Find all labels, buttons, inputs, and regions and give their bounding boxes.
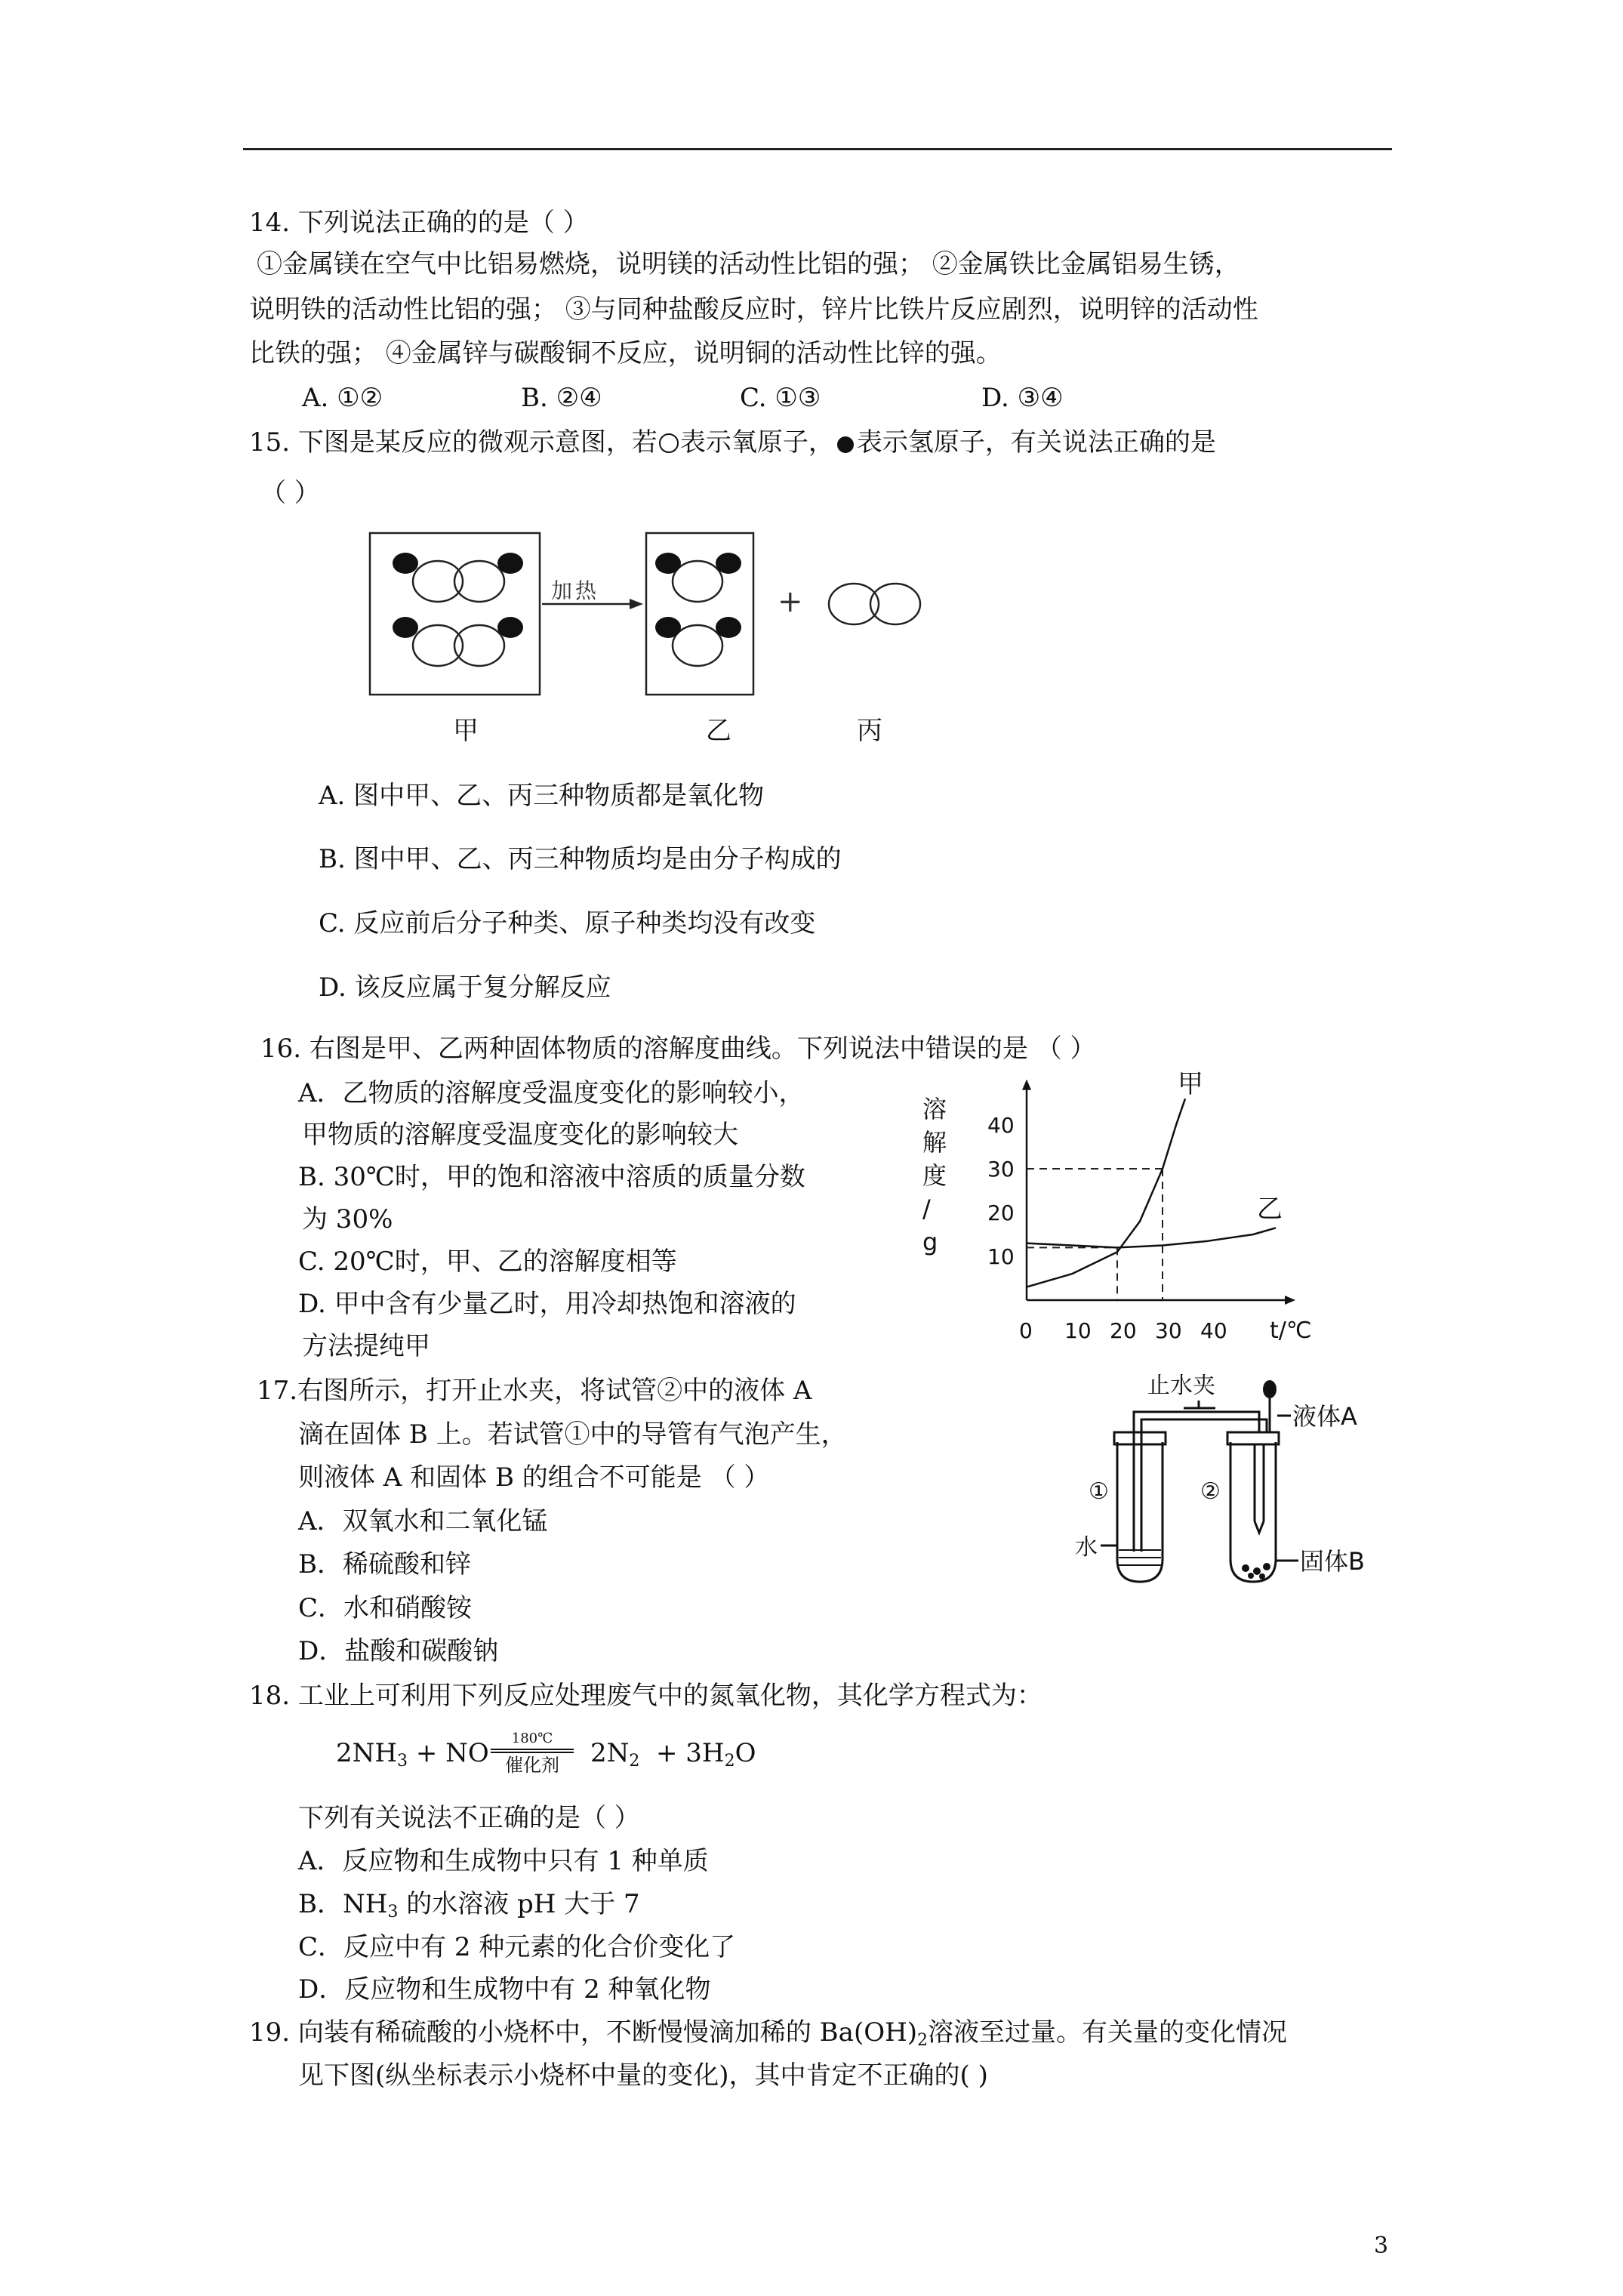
y-tick-label: 40 [987,1113,1015,1138]
eq-subscript: 2 [917,2031,928,2050]
q14-statement-line: 说明铁的活动性比铝的强； ③与同种盐酸反应时，锌片比铁片反应剧烈，说明锌的活动性 [249,294,1258,325]
series-label: 乙 [1257,1194,1283,1225]
q18-option-a: A．反应物和生成物中只有 1 种单质 [298,1846,709,1876]
q14-statement-line: 比铁的强； ④金属锌与碳酸铜不反应，说明铜的活动性比锌的强。 [249,338,1002,368]
hydrogen-atom-icon [837,436,854,453]
q16-line: D. 甲中含有少量乙时，用冷却热饱和溶液的 [298,1289,796,1319]
q17-option-d: D．盐酸和碳酸钠 [298,1636,499,1666]
q15-option-d: D. 该反应属于复分解反应 [319,972,611,1003]
q19-text: 溶液至过量。有关量的变化情况 [928,2017,1287,2048]
q16-line: 为 30% [302,1204,393,1234]
q14-option-a: A. ①② [302,383,383,413]
q18-option-b [298,1889,640,1922]
q18-stem: 18. 工业上可利用下列反应处理废气中的氮氧化物，其化学方程式为： [249,1681,1042,1711]
eq-subscript: 2 [724,1752,735,1771]
reaction-arrow-label: 加热 [551,578,600,603]
y-axis-label: 解 [922,1128,947,1157]
y-axis-label: 溶 [922,1095,947,1123]
clamp-label: 止水夹 [1147,1373,1215,1399]
substance-label-bing: 丙 [857,716,882,746]
q15-stem-part: 表示氧原子， [679,427,834,458]
plus-sign: + [778,584,803,619]
x-tick-label: 30 [1155,1318,1182,1343]
substance-label-yi: 乙 [706,716,731,746]
q14-stem: 14. 下列说法正确的的是（ ） [249,208,589,238]
q15-answer-paren: （ ） [260,478,320,508]
q19-text: 19. 向装有稀硫酸的小烧杯中，不断慢慢滴加稀的 Ba(OH) [249,2017,917,2048]
series-line-jia [1027,1099,1185,1287]
chemical-equation [336,1738,489,1771]
tube-1-label: ① [1089,1478,1109,1505]
header-rule [243,148,1392,150]
q15-stem-part: 15. 下图是某反应的微观示意图，若 [249,427,658,458]
eq-term: + 3H [639,1738,725,1768]
x-tick-label: 0 [1019,1318,1033,1343]
q14-option-c: C. ①③ [740,383,821,413]
q16-line: A．乙物质的溶解度受温度变化的影响较小， [298,1078,805,1108]
y-axis-label: 度 [922,1161,947,1190]
eq-subscript: 2 [629,1752,640,1771]
solid-b-label: 固体B [1300,1547,1365,1576]
q15-stem-part: 表示氢原子，有关说法正确的是 [856,427,1216,458]
page-number: 3 [1374,2233,1389,2259]
condition-catalyst: 催化剂 [505,1755,559,1776]
y-tick-label: 10 [987,1244,1015,1269]
eq-term: 2NH [336,1738,398,1768]
solubility-chart [906,1069,1344,1359]
q17-line: 滴在固体 B 上。若试管①中的导管有气泡产生， [298,1419,847,1450]
eq-term: + NO [408,1738,489,1768]
q17-line: 则液体 A 和固体 B 的组合不可能是 （ ） [298,1462,770,1493]
series-line-yi [1027,1228,1276,1247]
eq-subscript: 3 [397,1752,408,1771]
q14-statement-line: ①金属镁在空气中比铝易燃烧，说明镁的活动性比铝的强； ②金属铁比金属铝易生锈， [257,249,1240,279]
q18-option-d: D．反应物和生成物中有 2 种氧化物 [298,1974,711,2005]
eq-term: O [735,1738,756,1768]
substance-label-jia: 甲 [453,716,479,746]
test-tube-apparatus [1072,1370,1374,1589]
q15-option-a: A. 图中甲、乙、丙三种物质都是氧化物 [319,781,765,811]
eq-subscript: 3 [387,1903,399,1922]
q18-option-c: C．反应中有 2 种元素的化合价变化了 [298,1932,736,1962]
q18-option-b-text: B．NH [298,1889,388,1919]
x-tick-label: 20 [1110,1318,1137,1343]
q16-line: 方法提纯甲 [302,1331,430,1361]
condition-equals-line [491,1752,574,1753]
oxygen-atom-icon [659,433,679,453]
series-label: 甲 [1178,1069,1203,1100]
q16-line: B. 30℃时，甲的饱和溶液中溶质的质量分数 [298,1162,805,1192]
q15-stem [249,427,1216,458]
liquid-a-label: 液体A [1292,1402,1357,1431]
q15-option-b: B. 图中甲、乙、丙三种物质均是由分子构成的 [319,844,842,874]
y-tick-label: 30 [987,1157,1015,1182]
y-tick-label: 20 [987,1200,1015,1225]
condition-equals-line [491,1749,574,1750]
q16-line: 甲物质的溶解度受温度变化的影响较大 [302,1120,738,1150]
eq-term: 2N [590,1738,630,1768]
chemical-equation-products [590,1738,756,1771]
x-tick-label: 10 [1064,1318,1092,1343]
tube-2-label: ② [1200,1478,1221,1505]
q17-line: 17.右图所示，打开止水夹，将试管②中的液体 A [257,1376,812,1406]
q19-line: 见下图(纵坐标表示小烧杯中量的变化)，其中肯定不正确的( ) [298,2060,988,2091]
x-tick-label: 40 [1200,1318,1227,1343]
q15-option-c: C. 反应前后分子种类、原子种类均没有改变 [319,908,816,938]
q14-option-b: B. ②④ [521,383,602,413]
q18-option-b-text: 的水溶液 pH 大于 7 [398,1889,640,1919]
q16-stem: 16. 右图是甲、乙两种固体物质的溶解度曲线。下列说法中错误的是 （ ） [260,1034,1096,1064]
q17-option-a: A．双氧水和二氧化锰 [298,1506,548,1536]
q17-option-b: B．稀硫酸和锌 [298,1549,471,1579]
y-axis-arrow [1022,1080,1031,1090]
water-label: 水 [1075,1534,1098,1561]
y-axis-label: g [922,1228,938,1256]
reaction-condition [491,1730,574,1775]
q16-line: C. 20℃时，甲、乙的溶解度相等 [298,1247,677,1277]
x-axis-arrow [1285,1296,1295,1305]
q19-line [249,2017,1287,2048]
x-axis-label: t/℃ [1270,1318,1312,1344]
condition-temperature: 180℃ [511,1730,553,1746]
y-axis-label: / [922,1194,931,1223]
q18-question: 下列有关说法不正确的是（ ） [298,1803,640,1833]
q17-option-c: C．水和硝酸铵 [298,1593,473,1623]
q14-option-d: D. ③④ [981,383,1064,413]
